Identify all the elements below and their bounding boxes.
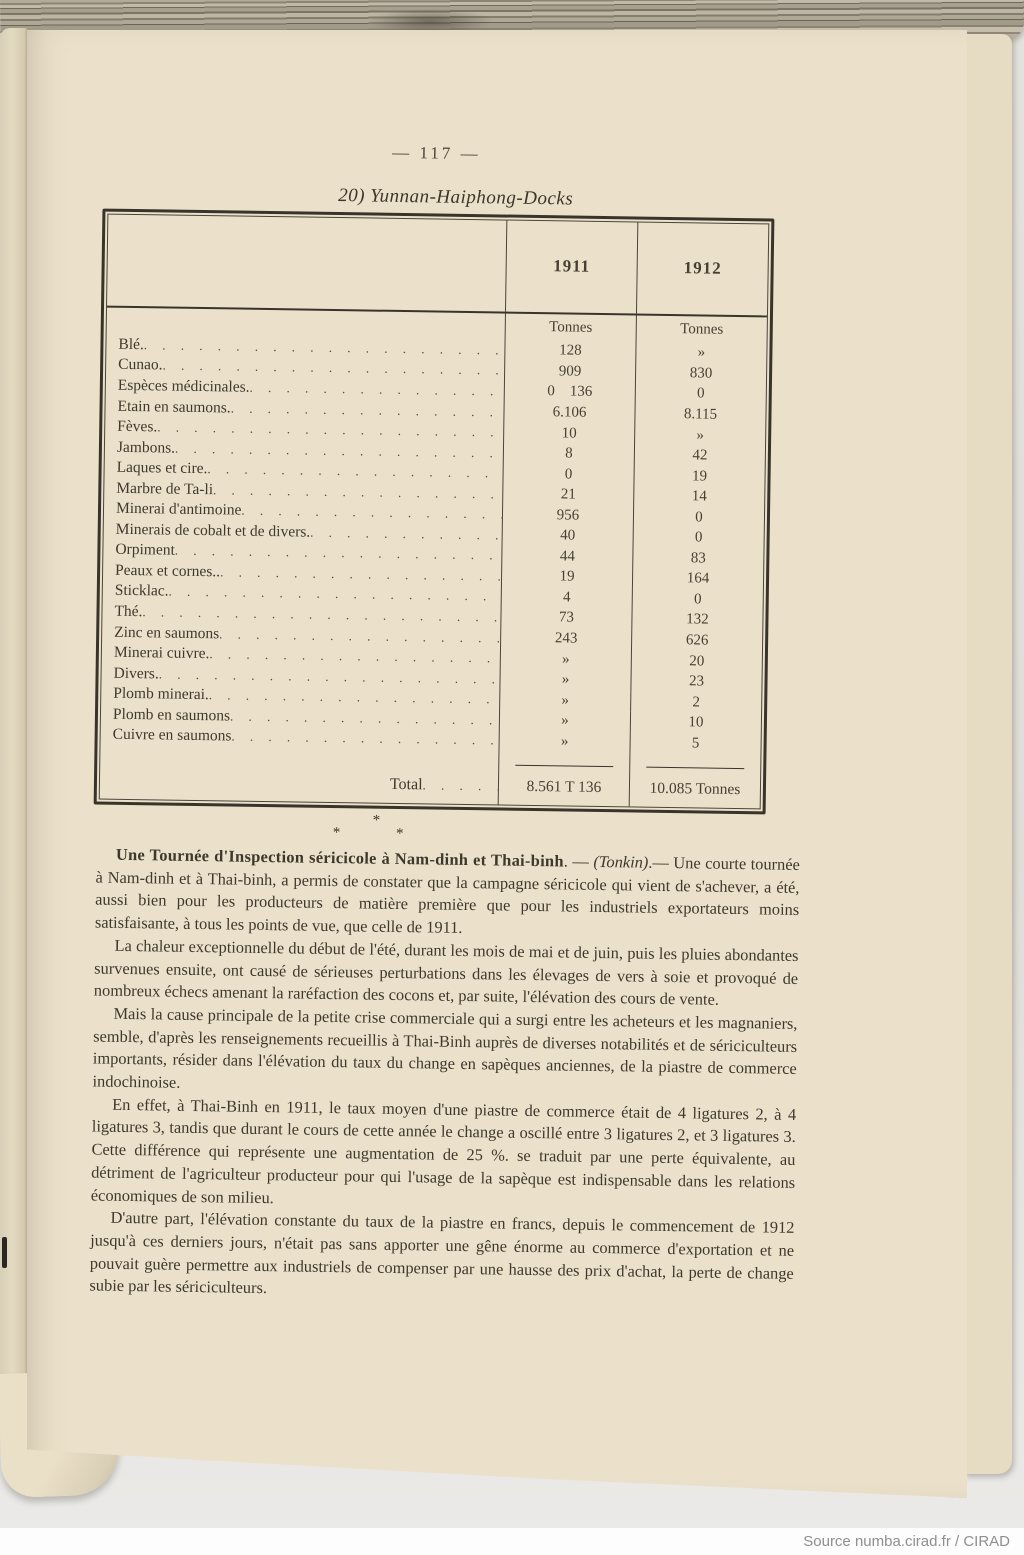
row-value-1911: 909 [504,361,635,383]
row-label: Jambons. [116,438,176,457]
row-value-1911: 0 [502,463,633,485]
row-label: Etain en saumons. [117,397,231,416]
article-body [89,844,800,1308]
row-value-1912: 830 [635,363,766,385]
row-label: Cuivre en saumons [112,726,232,745]
total-rule-1912 [646,767,745,769]
article-lead-text: Une courte tournée à Nam-dinh et à Thai-binh, a permis de constater que la campagne séricicole qui vient de s'achever, a été, aussi bien pour les producteurs de matière première que pour les industriels exportateurs moins satisfaisante, à tous les points de vue, que celle de 1911. [94,853,800,938]
underlying-page-edge [964,34,1012,1474]
row-value-1911: 40 [502,525,633,547]
dot-leader [249,380,504,400]
row-value-1912: 132 [631,609,762,631]
asterisk-bottom: * * [332,825,430,843]
source-credit: Source numba.cirad.fr / CIRAD [803,1533,1010,1550]
dot-leader [213,482,502,502]
total-label: Total [389,775,423,793]
location-separator: .— [648,852,674,873]
asterisk-top: * [372,812,381,829]
paragraph: En effet, à Thai-Binh en 1911, le taux moyen d'une piastre de commerce était de 4 ligatures 2, à 4 ligatures 3, tandis que durant le cours de cette année le change a oscillé entre 3 ligatures 2, et 3 ligatures 3. Cette différence qui représente une augmentation de 25 %. se traduit par une perte équivalente, au détriment de l'agriculteur producteur pour qui l'usage de la sapèque est indispensable dans les relations économiques de son milieu. [90,1094,797,1207]
row-value-1912: 0 [633,506,764,528]
row-label: Plomb minerai. [113,684,209,704]
row-value-1911: 128 [504,340,635,362]
row-value-1912: 83 [632,548,763,570]
row-label: Marbre de Ta-li [116,479,214,498]
paragraph: La chaleur exceptionnelle du début de l'été, durant les mois de mai et de juin, puis les pluies abondantes survenues ensuite, ont causé de sérieuses perturbations dans les élevages de vers à soie et provoqué de nombreux échecs amenant la raréfaction des cocons et, par suite, l'élévation des cours de vente. [93,935,799,1009]
row-value-1911: 21 [502,484,633,506]
dot-leader [168,584,500,605]
row-label: Sticklac. [114,582,169,600]
row-value-1911: 19 [501,566,632,588]
table-header-row [107,215,768,316]
row-label: Fèves. [117,417,158,436]
total-value-1912: 10.085 Tonnes [629,770,761,809]
row-value-1911: 0 136 [504,381,635,403]
row-value-1912: 5 [629,732,760,754]
row-value-1912: 10 [630,712,761,734]
row-value-1912: 20 [631,650,762,672]
article-title: Une Tournée d'Inspection séricicole à Nam-dinh et Thai-binh [115,844,564,871]
row-label: Divers. [113,664,159,683]
row-label: Cunao. [118,356,163,374]
dot-leader [231,400,504,420]
row-label: Minerai d'antimoine [115,500,242,519]
row-value-1911: » [500,648,631,670]
row-value-1911: 73 [500,607,631,629]
dot-leader [219,626,500,646]
row-value-1912: 626 [631,630,762,652]
dot-leader [175,440,503,461]
dot-leader [175,543,502,564]
row-label: Zinc en saumons [114,623,220,642]
row-label: Laques et cire. [116,458,208,478]
row-value-1912: 0 [635,383,766,405]
printed-content [7,45,968,1489]
row-label: Espèces médicinales. [117,376,250,396]
row-label: Peaux et cornes.. [114,561,221,581]
dot-leader [159,666,500,687]
row-value-1911: 8 [503,443,634,465]
article-location: (Tonkin) [593,851,649,872]
unit-1912: Tonnes [636,315,767,344]
unit-1911: Tonnes [505,313,636,342]
dot-leader [310,524,502,543]
row-value-1912: » [635,342,766,364]
dot-leader [207,461,502,481]
row-value-1911: » [499,669,630,691]
dot-leader [220,564,501,584]
dot-leader [157,419,503,440]
row-value-1911: » [499,710,630,732]
row-label: Thé. [114,602,143,621]
row-value-1911: 10 [503,422,634,444]
row-label: Blé. [118,335,145,354]
article-lead-paragraph [95,844,800,945]
paragraph: Mais la cause principale de la petite crise commerciale qui a surgi entre les acheteurs et les magnaniers, semble, d'après les renseignements recueillis à Thai-Binh auprès de diverses notabilités et de sériciculteurs importants, résider dans l'élévation du taux du change en sapèques anciennes, de la piastre de commerce indochinoise. [92,1003,798,1092]
row-label: Minerais de cobalt et de divers. [115,520,311,541]
row-value-1912: 0 [633,527,764,549]
header-year-1911: 1911 [505,221,637,314]
row-value-1912: 14 [633,486,764,508]
section-heading: 20) Yunnan-Haiphong-Docks [338,185,574,210]
title-separator: . — [563,851,594,871]
dot-leader [209,687,500,707]
dot-leader [230,708,499,728]
dot-leader [241,503,502,523]
dot-leader [162,358,504,379]
total-value-1911: 8.561 T 136 [498,768,630,807]
margin-ink-mark [2,1237,7,1268]
dot-leader [423,777,499,794]
dot-leader [209,646,500,666]
row-label: Minerai cuivre. [113,643,210,663]
row-value-1912: 42 [634,445,765,467]
row-value-1912: 23 [630,671,761,693]
row-value-1912: 0 [632,589,763,611]
row-value-1911: 4 [501,587,632,609]
row-value-1912: 8.115 [634,404,765,426]
header-empty-cell [108,260,506,266]
row-label: Orpiment [115,541,175,559]
row-value-1911: » [498,730,629,752]
source-footer-bar [0,1528,1024,1555]
row-value-1911: 6.106 [503,402,634,424]
paragraph: D'autre part, l'élévation constante du taux de la piastre en francs, depuis le commencement de 1912 jusqu'à ces derniers jours, n'était pas sans apporter une gêne énorme au commerce d'exportation et ne pouvait guère permettre aux industriels de compenser par une hausse des prix d'achat, la perte de change subie par les sériciculteurs. [89,1208,795,1298]
row-label: Plomb en saumons [112,705,231,725]
row-value-1911: 44 [501,546,632,568]
row-value-1912: 164 [632,568,763,590]
commodities-table-inner [99,214,770,810]
row-value-1911: 243 [500,628,631,650]
row-value-1912: 19 [633,465,764,487]
row-value-1912: » [634,424,765,446]
header-year-1912: 1912 [636,222,768,315]
row-value-1912: 2 [630,691,761,713]
row-value-1911: » [499,689,630,711]
page-number: — 117 — [392,142,481,164]
dot-leader [231,729,498,749]
asterisk-separator [16,809,736,846]
row-value-1911: 956 [502,504,633,526]
commodities-table [94,209,775,815]
total-rule-1911 [515,765,614,767]
